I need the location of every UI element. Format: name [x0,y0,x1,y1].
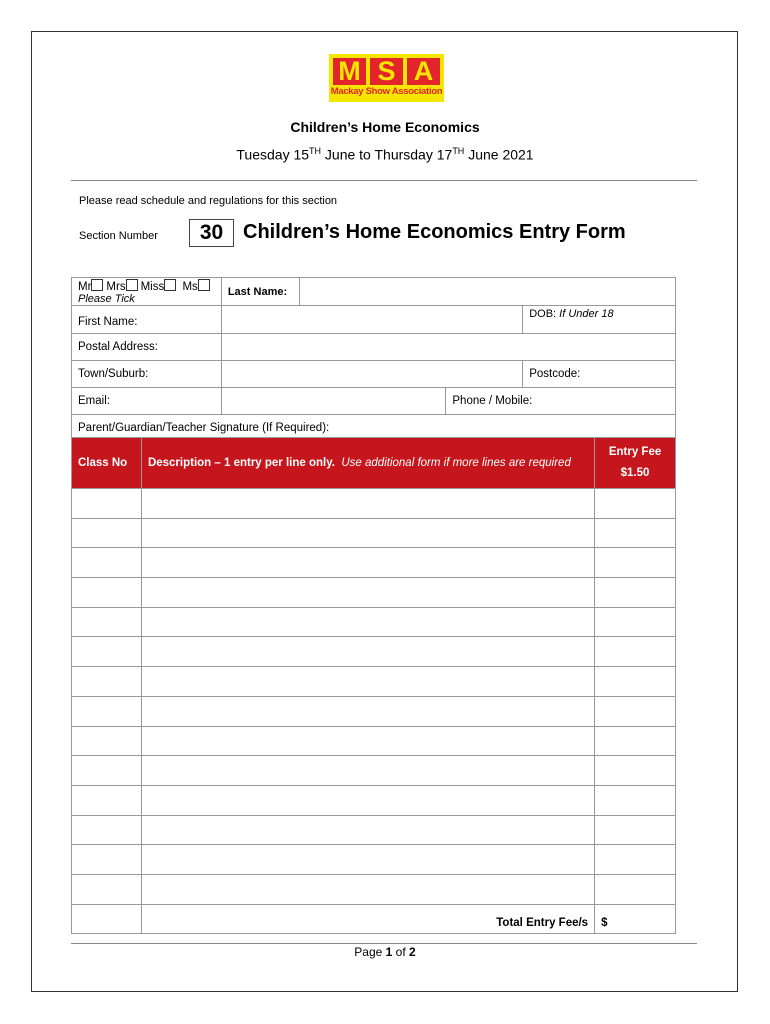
town-field[interactable] [221,361,522,388]
msa-logo [329,54,444,102]
class-no-cell[interactable] [72,785,142,815]
fee-cell[interactable] [595,518,676,548]
class-no-header: Class No [72,438,142,489]
description-cell[interactable] [141,489,594,519]
total-label: Total Entry Fee/s [141,904,594,934]
class-no-cell[interactable] [72,637,142,667]
fee-cell[interactable] [595,874,676,904]
please-tick-hint: Please Tick [78,293,135,305]
postcode-field[interactable]: Postcode: [523,361,676,388]
email-field[interactable] [221,388,446,415]
description-cell[interactable] [141,815,594,845]
phone-field[interactable]: Phone / Mobile: [446,388,676,415]
description-cell[interactable] [141,518,594,548]
class-no-cell[interactable] [72,845,142,875]
instructions-text: Please read schedule and regulations for this section [79,195,338,207]
class-no-cell[interactable] [72,756,142,786]
class-no-cell[interactable] [72,518,142,548]
postal-address-field[interactable] [221,334,675,361]
personal-details-table [71,277,676,442]
class-no-cell[interactable] [72,548,142,578]
fee-cell[interactable] [595,726,676,756]
fee-cell[interactable] [595,845,676,875]
postal-address-label: Postal Address: [72,334,222,361]
entry-row [72,845,676,875]
class-no-cell[interactable] [72,607,142,637]
fee-cell[interactable] [595,489,676,519]
entries-table [71,437,676,934]
dob-field[interactable]: DOB: If Under 18 [523,306,676,334]
entry-row [72,756,676,786]
description-cell[interactable] [141,578,594,608]
description-cell[interactable] [141,696,594,726]
description-cell[interactable] [141,607,594,637]
class-no-cell[interactable] [72,578,142,608]
description-cell[interactable] [141,667,594,697]
entry-row [72,518,676,548]
event-dates: Tuesday 15TH June to Thursday 17TH June 2021 [236,146,534,163]
description-cell[interactable] [141,548,594,578]
entry-row [72,607,676,637]
entry-row [72,578,676,608]
logo-letter-s: S [370,58,403,85]
class-no-cell[interactable] [72,815,142,845]
class-no-cell[interactable] [72,874,142,904]
class-no-cell[interactable] [72,904,142,934]
ms-checkbox[interactable] [198,279,210,291]
logo-subtitle: Mackay Show Association [330,86,443,97]
fee-cell[interactable] [595,548,676,578]
form-title: Children’s Home Economics Entry Form [243,221,626,243]
fee-cell[interactable] [595,785,676,815]
first-name-field[interactable] [221,306,522,334]
fee-cell[interactable] [595,696,676,726]
first-name-label: First Name: [72,306,222,334]
page-title: Children’s Home Economics [290,119,480,135]
entry-row [72,785,676,815]
section-number-box: 30 [189,219,234,247]
description-cell[interactable] [141,874,594,904]
page-number: Page 1 of 2 [354,945,416,959]
town-label: Town/Suburb: [72,361,222,388]
entry-row [72,726,676,756]
entry-fee-header: Entry Fee $1.50 [595,438,676,489]
description-cell[interactable] [141,845,594,875]
description-cell[interactable] [141,756,594,786]
fee-cell[interactable] [595,607,676,637]
logo-letter-m: M [333,58,366,85]
miss-checkbox[interactable] [164,279,176,291]
mrs-checkbox[interactable] [126,279,138,291]
entries-header-row [72,438,676,489]
fee-cell[interactable] [595,667,676,697]
last-name-field[interactable] [299,278,675,306]
mr-checkbox[interactable] [91,279,103,291]
section-number-label: Section Number [79,230,158,242]
class-no-cell[interactable] [72,726,142,756]
signature-field[interactable]: Parent/Guardian/Teacher Signature (If Required): [72,415,676,442]
email-label: Email: [72,388,222,415]
entry-row [72,696,676,726]
title-tick-cell: Mr Mrs Miss Ms Please Tick [72,278,222,306]
class-no-cell[interactable] [72,667,142,697]
fee-cell[interactable] [595,578,676,608]
total-row [72,904,676,934]
entry-row [72,637,676,667]
fee-cell[interactable] [595,815,676,845]
entry-row [72,874,676,904]
entry-row [72,489,676,519]
last-name-label: Last Name: [221,278,299,306]
fee-cell[interactable] [595,756,676,786]
description-header: Description – 1 entry per line only. Use additional form if more lines are required [141,438,594,489]
class-no-cell[interactable] [72,489,142,519]
description-cell[interactable] [141,785,594,815]
class-no-cell[interactable] [72,696,142,726]
entry-row [72,667,676,697]
header-divider [71,180,697,181]
fee-cell[interactable] [595,637,676,667]
footer-divider [71,943,697,944]
description-cell[interactable] [141,637,594,667]
entry-row [72,548,676,578]
description-cell[interactable] [141,726,594,756]
logo-letter-a: A [407,58,440,85]
total-fee-field[interactable]: $ [595,904,676,934]
entry-row [72,815,676,845]
